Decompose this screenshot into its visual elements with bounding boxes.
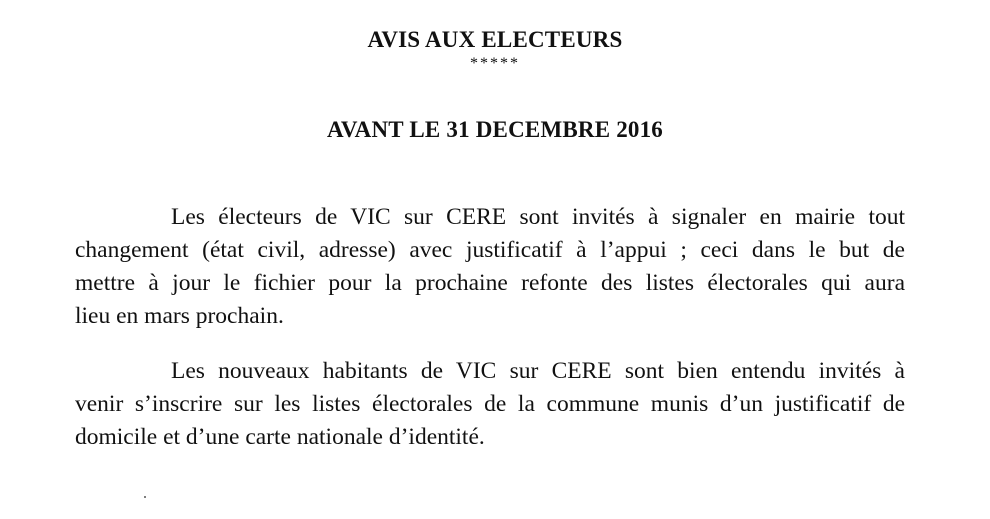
notice-title: AVIS AUX ELECTEURS [367,27,623,52]
paragraph-line: domicile et d’une carte nationale d’identité. [75,424,485,450]
paragraph-line: venir s’inscrire sur les listes électorales de la commune munis d’un justificatif de [75,391,905,417]
star-separator: ***** [470,55,520,72]
paragraph-line: changement (état civil, adresse) avec justificatif à l’appui ; ceci dans le but de [75,237,905,263]
paragraph-new-residents [75,355,905,454]
scan-speck [144,496,146,498]
paragraph-line: Les nouveaux habitants de VIC sur CERE sont bien entendu invités à [171,358,905,384]
paragraph-line: lieu en mars prochain. [75,303,284,329]
paragraph-voter-changes [75,201,905,333]
paragraph-line: Les électeurs de VIC sur CERE sont invités à signaler en mairie tout [171,204,905,230]
deadline-heading: AVANT LE 31 DECEMBRE 2016 [326,117,664,142]
paragraph-line: mettre à jour le fichier pour la prochaine refonte des listes électorales qui aura [75,270,905,296]
